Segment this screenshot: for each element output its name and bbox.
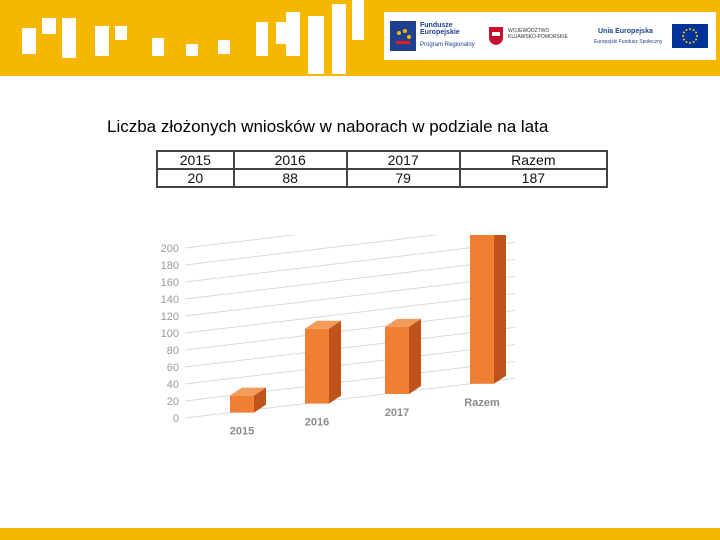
fe-logo-icon [390, 21, 416, 51]
table-cell: 88 [234, 169, 347, 187]
page-title: Liczba złożonych wniosków w naborach w podziale na lata [107, 117, 549, 136]
table-cell: 20 [157, 169, 234, 187]
banner-decoration [286, 12, 300, 56]
y-tick-label: 20 [166, 396, 179, 408]
bar [385, 327, 409, 394]
gridline [185, 344, 515, 384]
gridline [185, 327, 515, 367]
banner-decoration [22, 28, 36, 54]
x-category-label: 2015 [229, 425, 255, 438]
y-tick-label: 100 [160, 328, 179, 340]
banner-decoration [352, 0, 364, 40]
table-row [157, 169, 607, 187]
gridline [185, 235, 515, 265]
x-category-label: 2016 [304, 416, 330, 429]
banner-decoration [115, 26, 127, 40]
y-tick-label: 40 [166, 379, 179, 391]
eu-star-icon [689, 28, 691, 30]
gridline [185, 242, 515, 282]
banner-decoration [218, 40, 230, 54]
table-cell: 187 [460, 169, 607, 187]
eu-logo-subtitle: Europejski Fundusz Społeczny [594, 39, 663, 45]
bar-side [409, 319, 421, 394]
summary-table [156, 150, 608, 188]
eu-star-icon [693, 29, 695, 31]
gridline [185, 235, 515, 248]
bar [230, 396, 254, 413]
eu-star-icon [693, 41, 695, 43]
table-cell: 79 [347, 169, 460, 187]
region-crest-icon [488, 26, 504, 46]
eu-star-icon [689, 42, 691, 44]
eu-flag-icon [672, 24, 708, 48]
eu-star-icon [683, 39, 685, 41]
eu-star-icon [686, 29, 688, 31]
banner-decoration [256, 22, 268, 56]
y-tick-label: 200 [160, 243, 179, 255]
gridline [185, 259, 515, 299]
banner-decoration [62, 18, 76, 58]
banner-decoration [186, 44, 198, 56]
logos-panel [384, 12, 716, 60]
gridline [185, 293, 515, 333]
y-tick-label: 120 [160, 311, 179, 323]
fe-logo-subtitle: Program Regionalny [420, 42, 475, 48]
table-header-cell: Razem [460, 151, 607, 169]
eu-star-icon [683, 32, 685, 34]
table-header-cell: 2015 [157, 151, 234, 169]
eu-star-icon [695, 39, 697, 41]
table-header-cell: 2016 [234, 151, 347, 169]
y-tick-label: 0 [172, 413, 179, 425]
bottom-banner [0, 528, 720, 540]
x-category-label: Razem [464, 396, 500, 409]
banner-decoration [152, 38, 164, 56]
banner-decoration [332, 4, 346, 74]
eu-star-icon [696, 35, 698, 37]
gridline [185, 276, 515, 316]
eu-star-icon [695, 32, 697, 34]
banner-decoration [308, 16, 324, 74]
y-tick-label: 60 [166, 362, 179, 374]
x-category-label: 2017 [384, 407, 410, 419]
eu-logo-title: Unia Europejska [598, 28, 653, 35]
y-tick-label: 80 [166, 345, 179, 357]
bar-chart [140, 235, 520, 485]
y-tick-label: 180 [160, 260, 179, 272]
top-banner [0, 0, 720, 76]
y-tick-label: 160 [160, 277, 179, 289]
banner-decoration [42, 18, 56, 34]
bar-side [494, 235, 506, 384]
table-header-cell: 2017 [347, 151, 460, 169]
region-logo-text: WOJEWÓDZTWO KUJAWSKO-POMORSKIE [508, 28, 568, 40]
bar [470, 235, 494, 384]
eu-star-icon [682, 35, 684, 37]
y-tick-label: 140 [160, 294, 179, 306]
fe-logo-title: Fundusze Europejskie [420, 22, 460, 36]
bar-side [329, 321, 341, 404]
banner-decoration [95, 26, 109, 56]
gridline [185, 310, 515, 350]
eu-star-icon [686, 41, 688, 43]
bar [305, 329, 329, 404]
table-header-row [157, 151, 607, 169]
